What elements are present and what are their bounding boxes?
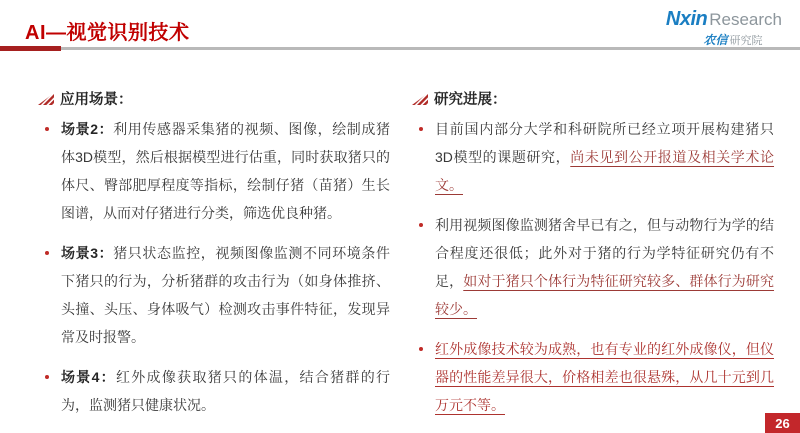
item-text: 红外成像获取猪只的体温，结合猪群的行为，监测猪只健康状况。 <box>61 369 390 413</box>
item-label: 场景3： <box>61 245 114 261</box>
application-scenarios-section <box>38 88 390 431</box>
list-item <box>412 211 774 323</box>
page-number-badge: 26 <box>765 413 800 433</box>
list-item <box>412 335 774 419</box>
item-label: 场景4： <box>61 369 116 385</box>
item-emphasized-text: 如对于猪只个体行为特征研究较多、群体行为研究较少。 <box>435 273 775 317</box>
brand-logo <box>666 8 782 49</box>
list-item <box>38 239 390 351</box>
title-divider-line <box>0 47 800 50</box>
list-item <box>38 363 390 419</box>
progress-list <box>412 115 774 419</box>
title-divider-accent <box>0 46 61 51</box>
item-label: 场景2： <box>61 121 114 137</box>
logo-brand-text: Nxin <box>665 8 708 30</box>
item-text: 利用视频图像监测猪舍早已有之，但与动物行为学的结合程度还很低；此外对于猪的行为学特征研究仍有不足， <box>435 217 774 289</box>
section-heading <box>38 88 390 109</box>
bullet-icon <box>419 127 423 131</box>
item-emphasized-text: 红外成像技术较为成熟，也有专业的红外成像仪，但仪器的性能差异很大，价格相差也很悬殊，从几十元到几万元不等。 <box>435 341 774 413</box>
bullet-icon <box>45 127 49 131</box>
logo-sub-brand-text: 农信 <box>703 33 728 47</box>
striped-triangle-icon <box>412 93 428 105</box>
logo-wordmark <box>666 8 782 30</box>
item-text: 目前国内部分大学和科研院所已经立项开展构建猪只3D模型的课题研究， <box>435 121 774 165</box>
item-text: 猪只状态监控，视频图像监测不同环境条件下猪只的行为，分析猪群的攻击行为（如身体推挤、头撞、头压、身体吸气）检测攻击事件特征，发现异常及时报警。 <box>61 245 390 345</box>
logo-subtitle <box>666 31 782 49</box>
item-text: 利用传感器采集猪的视频、图像，绘制成猪体3D模型，然后根据模型进行估重，同时获取猪只的体尺、臀部肥厚程度等指标，绘制仔猪（苗猪）生长图谱，从而对仔猪进行分类，筛选优良种猪。 <box>61 121 390 221</box>
logo-suffix-text: Research <box>709 10 782 29</box>
logo-sub-suffix-text: 研究院 <box>729 35 763 47</box>
striped-triangle-icon <box>38 93 54 105</box>
bullet-icon <box>45 251 49 255</box>
list-item <box>412 115 774 199</box>
section-heading-label: 研究进展： <box>434 92 507 108</box>
bullet-icon <box>419 347 423 351</box>
scenario-list <box>38 115 390 419</box>
section-heading-label: 应用场景： <box>60 92 133 108</box>
bullet-icon <box>419 223 423 227</box>
bullet-icon <box>45 375 49 379</box>
research-progress-section <box>412 88 774 431</box>
item-emphasized-text: 尚未见到公开报道及相关学术论文。 <box>435 149 775 193</box>
section-heading <box>412 88 774 109</box>
page-title: AI—视觉识别技术 <box>25 22 190 44</box>
list-item <box>38 115 390 227</box>
